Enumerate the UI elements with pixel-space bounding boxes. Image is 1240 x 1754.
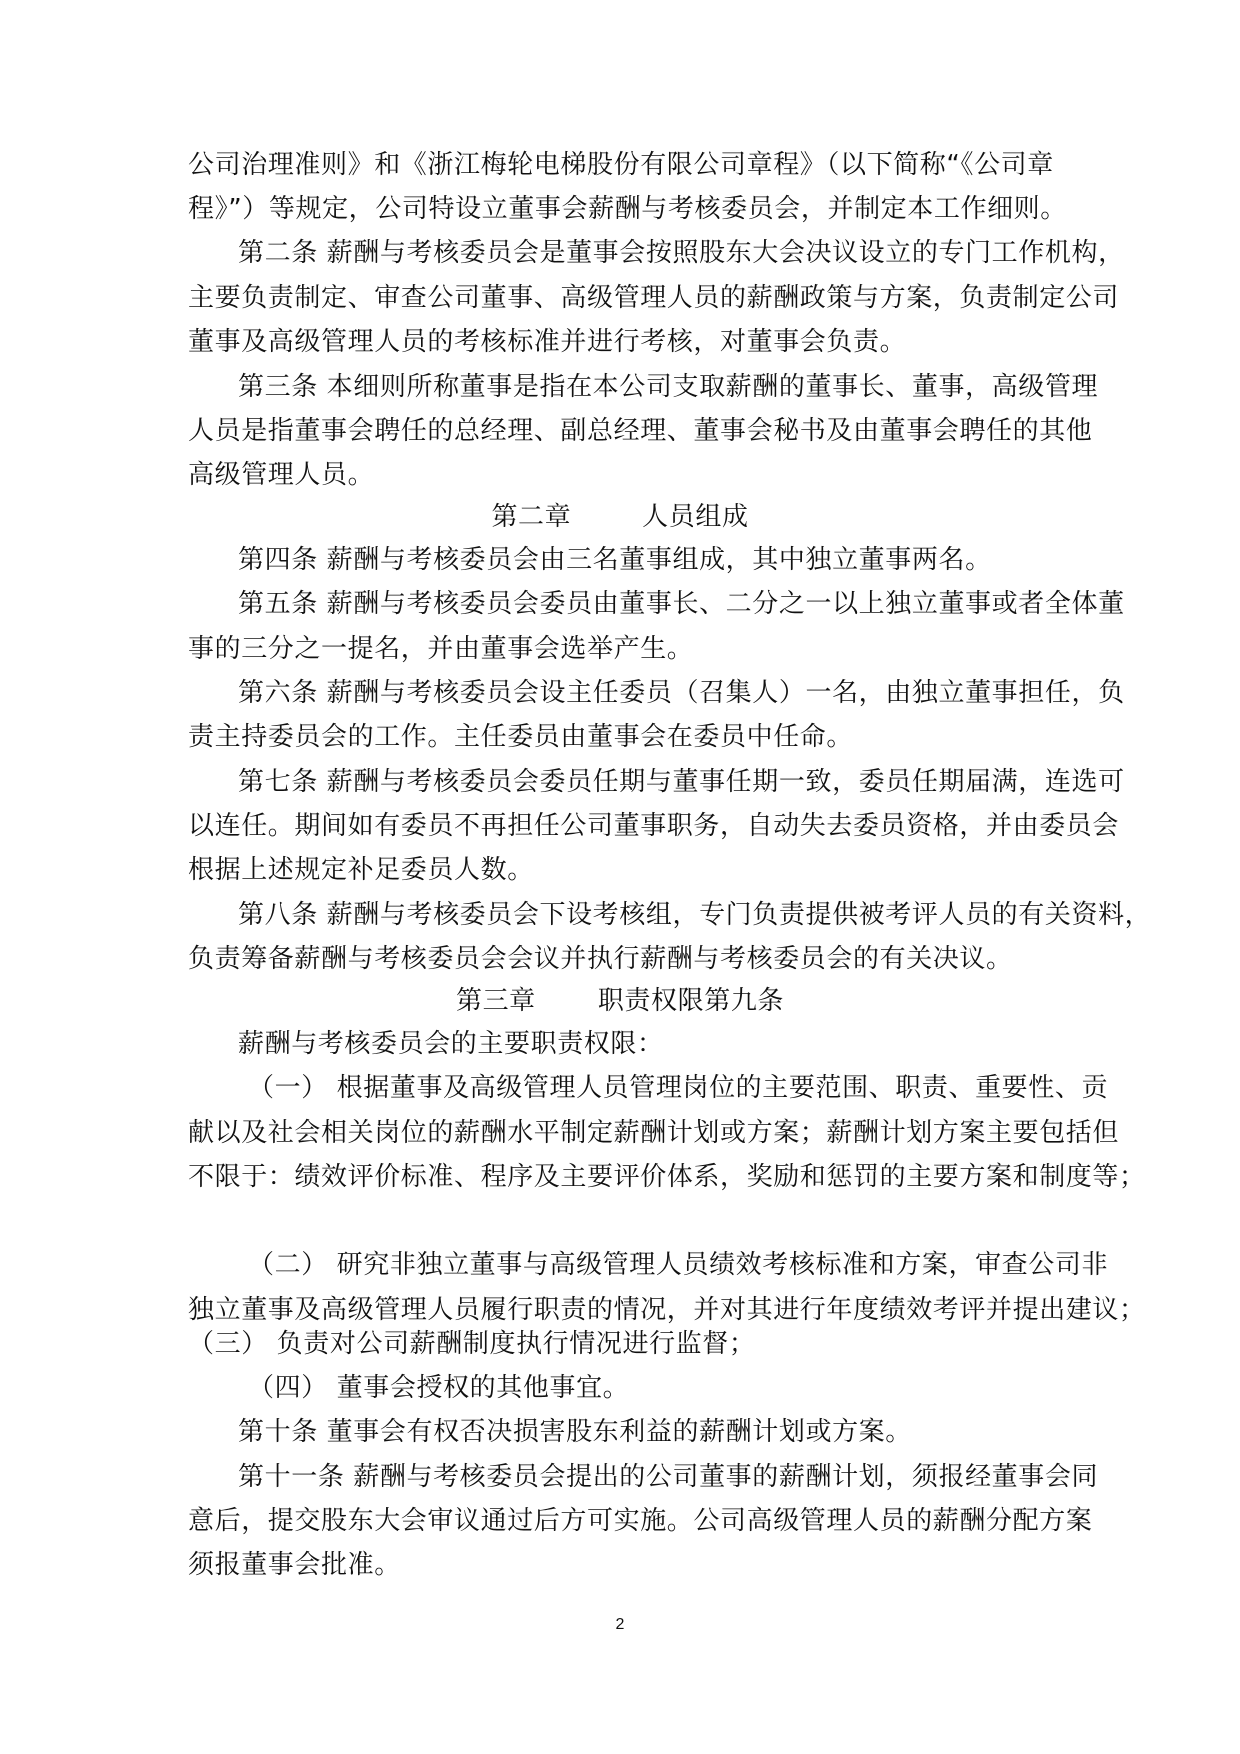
article-7-line: 第七条 薪酬与考核委员会委员任期与董事任期一致，委员任期届满，连选可 [238,767,1125,797]
text-line: 意后，提交股东大会审议通过后方可实施。公司高级管理人员的薪酬分配方案 [188,1506,1093,1536]
text-line: 董事及高级管理人员的考核标准并进行考核，对董事会负责。 [188,327,907,357]
text-line: 高级管理人员。 [188,460,375,490]
text-line: 根据上述规定补足委员人数。 [188,855,534,885]
text-line: 独立董事及高级管理人员履行职责的情况，并对其进行年度绩效考评并提出建议； [188,1295,1146,1325]
article-4-line: 第四条 薪酬与考核委员会由三名董事组成，其中独立董事两名。 [238,545,992,575]
item-4-line: （四） 董事会授权的其他事宜。 [248,1373,630,1403]
text-line: 人员是指董事会聘任的总经理、副总经理、董事会秘书及由董事会聘任的其他 [188,416,1093,446]
article-3-line: 第三条 本细则所称董事是指在本公司支取薪酬的董事长、董事，高级管理 [238,372,1099,402]
text-line: 以连任。期间如有委员不再担任公司董事职务，自动失去委员资格，并由委员会 [188,811,1120,841]
text-line: 须报董事会批准。 [188,1550,401,1580]
text-line: 责主持委员会的工作。主任委员由董事会在委员中任命。 [188,722,854,752]
text-line: 不限于：绩效评价标准、程序及主要评价体系，奖励和惩罚的主要方案和制度等； [188,1162,1146,1192]
text-line: 公司治理准则》和《浙江梅轮电梯股份有限公司章程》（以下简称“《公司章 [188,150,1054,180]
article-6-line: 第六条 薪酬与考核委员会设主任委员（召集人）一名，由独立董事担任，负 [238,678,1125,708]
article-5-line: 第五条 薪酬与考核委员会委员由董事长、二分之一以上独立董事或者全体董 [238,589,1125,619]
text-line: 主要负责制定、审查公司董事、高级管理人员的薪酬政策与方案，负责制定公司 [188,283,1120,313]
text-line: 献以及社会相关岗位的薪酬水平制定薪酬计划或方案；薪酬计划方案主要包括但 [188,1118,1120,1148]
article-2-line: 第二条 薪酬与考核委员会是董事会按照股东大会决议设立的专门工作机构， [238,238,1125,268]
article-10-line: 第十条 董事会有权否决损害股东利益的薪酬计划或方案。 [238,1417,912,1447]
item-3-line: （三） 负责对公司薪酬制度执行情况进行监督； [188,1329,756,1359]
text-line: 事的三分之一提名，并由董事会选举产生。 [188,634,694,664]
text-line: 薪酬与考核委员会的主要职责权限： [238,1029,664,1059]
article-8-line: 第八条 薪酬与考核委员会下设考核组，专门负责提供被考评人员的有关资料， [238,900,1152,930]
item-2-line: （二） 研究非独立董事与高级管理人员绩效考核标准和方案，审查公司非 [248,1250,1109,1280]
text-line: 程》”）等规定，公司特设立董事会薪酬与考核委员会，并制定本工作细则。 [188,194,1067,224]
chapter-2-heading: 第二章 人员组成 [491,502,749,532]
text-line: 负责筹备薪酬与考核委员会会议并执行薪酬与考核委员会的有关决议。 [188,944,1013,974]
chapter-3-heading: 第三章 职责权限第九条 [455,986,785,1016]
item-1-line: （一） 根据董事及高级管理人员管理岗位的主要范围、职责、重要性、贡 [248,1073,1109,1103]
article-11-line: 第十一条 薪酬与考核委员会提出的公司董事的薪酬计划，须报经董事会同 [238,1462,1099,1492]
page-number: 2 [615,1616,625,1633]
